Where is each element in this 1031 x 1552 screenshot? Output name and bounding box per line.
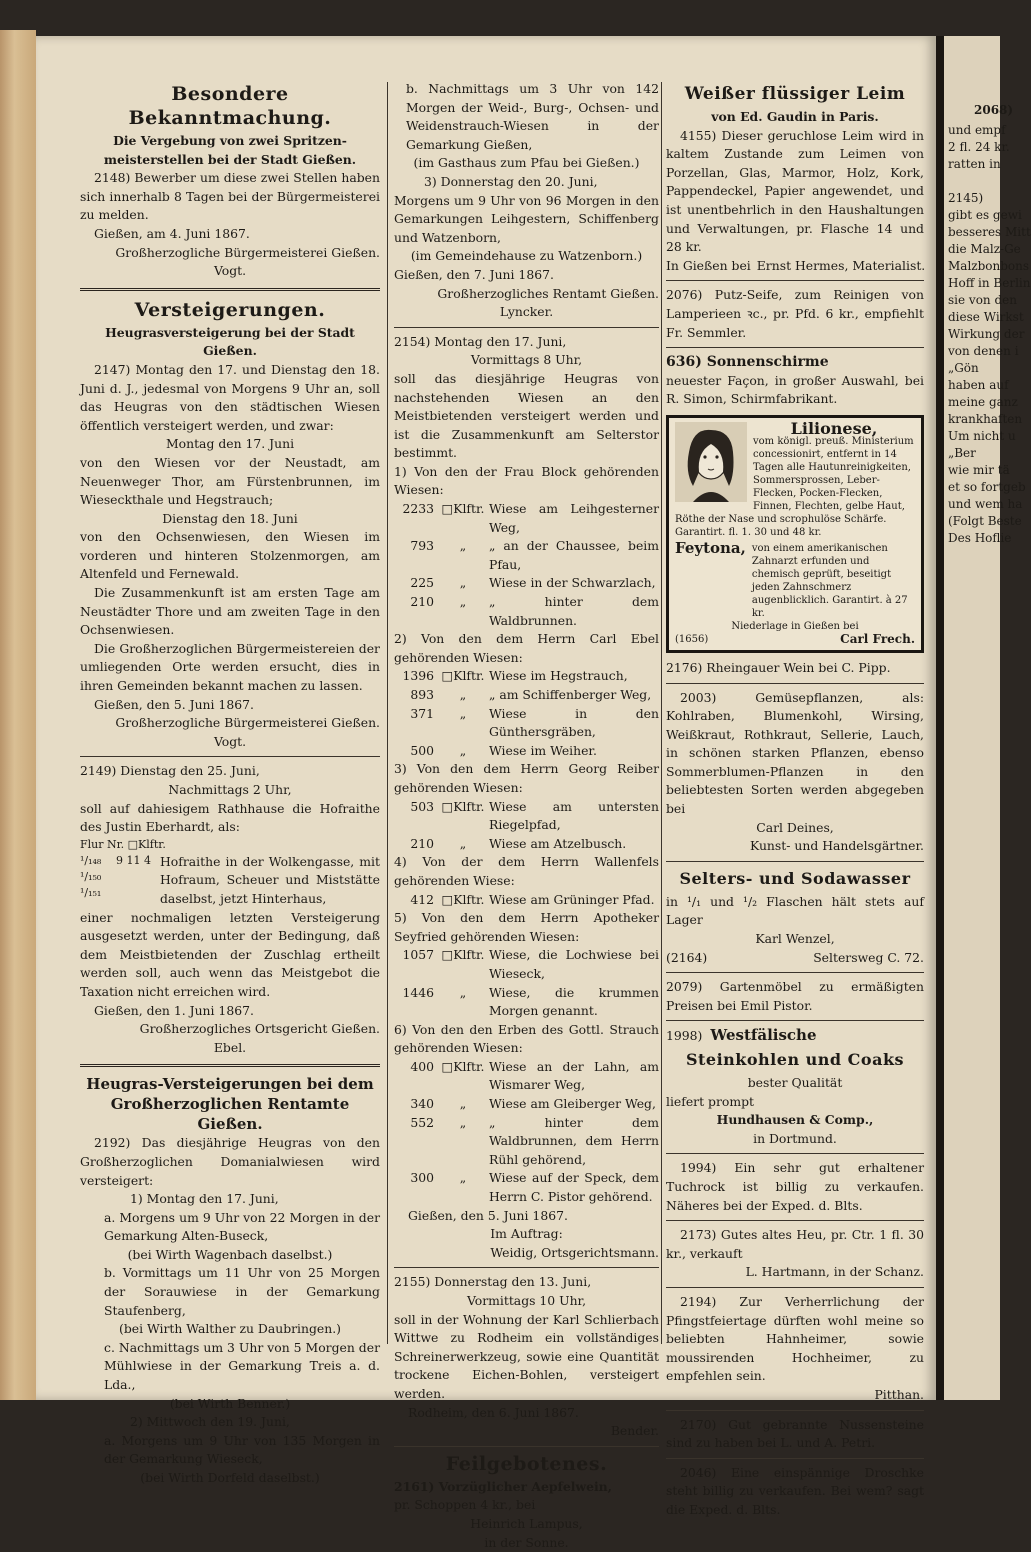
separator <box>666 1410 924 1411</box>
lilionese-footer <box>675 633 915 646</box>
meadow-description: „ an der Chaussee, beim Pfau, <box>489 538 659 572</box>
meadow-unit: „ <box>459 984 467 1000</box>
meadow-description: Wiese im Hegstrauch, <box>489 668 628 684</box>
separator <box>666 1220 924 1221</box>
meadow-row <box>394 1114 659 1170</box>
next-page-number: 2068) <box>974 103 1014 117</box>
group-4-heading: 4) Von der dem Herrn Wallenfels gehörenden Wiese: <box>394 854 659 888</box>
flur-entry <box>80 853 380 909</box>
meadow-unit: „ <box>459 1170 467 1186</box>
meadow-row <box>394 500 659 537</box>
meadow-unit: □Klftr. <box>441 947 485 963</box>
next-page-line: und wem ha <box>948 497 1023 511</box>
rentamt-item-b: b. Vormittags um 11 Uhr von 25 Morgen der Sorauwiese in der Gemarkung Staufenberg, <box>104 1265 380 1318</box>
flur-description: Hofraithe in der Wolkengasse, mit Hofraum, Scheuer und Miststätte daselbst, jetzt Hinterhaus, <box>160 853 380 906</box>
meadow-row <box>394 574 659 593</box>
separator <box>666 1020 924 1021</box>
next-page-line: meine ganz <box>948 395 1018 409</box>
column-1 <box>80 80 380 1488</box>
rentamt-heading: Heugras-Versteigerungen bei dem Großherzoglichen Rentamte Gießen. <box>86 1075 374 1134</box>
rentamt-cont-signature-name: Lyncker. <box>499 304 554 320</box>
flur-number-1: ¹/₁₄₈ <box>80 853 102 867</box>
heading-feilgebotenes: Feilgebotenes. <box>445 1452 608 1475</box>
selters-signature-1: Karl Wenzel, <box>755 931 835 947</box>
scan-background-top <box>0 0 1000 36</box>
separator <box>80 1064 380 1067</box>
meadow-unit: „ <box>459 1114 467 1130</box>
heading-bekanntmachung: Besondere Bekanntmachung. <box>128 83 332 129</box>
heugras-heading: Heugrasversteigerung bei der Stadt Gießen. <box>105 324 355 359</box>
lilionese-title: Lilionese, <box>790 418 878 438</box>
bekanntmachung-lead: Die Vergebung von zwei Spritzen-meisterstellen bei der Stadt Gießen. <box>103 133 357 167</box>
westfaelische-number: 1998) <box>666 1028 703 1044</box>
rentamt-item-c-place: (bei Wirth Benner.) <box>169 1395 291 1411</box>
feytona-title: Feytona, <box>675 538 746 557</box>
meadow-description: „ am Schiffenberger Weg, <box>489 687 652 702</box>
sonnenschirme-heading: 636) Sonnenschirme <box>666 354 829 371</box>
notice-2149-signature-office: Großherzogliches Ortsgericht Gießen. <box>139 1021 380 1037</box>
next-page-line: ratten in <box>948 157 1001 171</box>
heugras-date: Gießen, den 5. Juni 1867. <box>94 696 254 712</box>
group-6-list <box>394 1058 659 1207</box>
meadow-area: 552 <box>410 1114 434 1130</box>
next-page-line: und empf <box>948 123 1006 137</box>
next-page-line: „Ber <box>948 446 976 460</box>
rentamt-cont-signature-office: Großherzogliches Rentamt Gießen. <box>437 285 659 301</box>
gemuese-signature-1: Carl Deines, <box>756 819 834 835</box>
next-page-line: haben auf <box>948 378 1009 392</box>
westfaelische-subheading: bester Qualität <box>747 1075 843 1090</box>
meadow-unit: „ <box>459 575 467 591</box>
meadow-area: 893 <box>410 687 434 702</box>
sonnenschirme-text: neuester Façon, in großer Auswahl, bei R. Simon, Schirmfabrikant. <box>666 372 924 407</box>
meadow-description: „ hinter dem Waldbrunnen, dem Herrn Rühl gehörend, <box>489 1114 659 1167</box>
separator <box>666 861 924 862</box>
rentamt-day-2: 2) Mittwoch den 19. Juni, <box>130 1414 290 1430</box>
next-page-line <box>948 173 1031 190</box>
westfaelische-text: liefert prompt <box>666 1093 754 1109</box>
meadow-row <box>394 798 659 835</box>
next-page-line: gibt es gewi <box>948 208 1022 222</box>
selters-signature-2: Seltersweg C. 72. <box>813 949 924 965</box>
meadow-area: 503 <box>410 798 434 814</box>
meadow-description: Wiese auf der Speck, dem Herrn C. Pistor gehörend. <box>489 1170 659 1205</box>
meadow-description: Wiese am Grüninger Pfad. <box>489 891 655 907</box>
column-3 <box>666 80 924 1519</box>
meadow-description: Wiese an der Lahn, am Wismarer Weg, <box>489 1058 659 1093</box>
lilionese-number: (1656) <box>675 633 709 645</box>
notice-2155-date: Rodheim, den 6. Juni 1867. <box>408 1404 579 1420</box>
group-5-list <box>394 946 659 1020</box>
bekanntmachung-signature-office: Großherzogliche Bürgermeisterei Gießen. <box>115 244 380 260</box>
separator <box>666 972 924 973</box>
meadow-description: Wiese im Weiher. <box>489 742 597 758</box>
westfaelische-signature-1: Hundhausen & Comp., <box>716 1112 874 1128</box>
separator <box>666 683 924 684</box>
ad-2161-line-1: 2161) Vorzüglicher Aepfelwein, <box>394 1478 612 1494</box>
pfingst-ad: 2194) Zur Verherrlichung der Pfingstfeiertage dürften wohl meine so beliebten Hahnheimer, sowie moussirenden Hochheimer, zu empfehlen sein. <box>666 1293 924 1384</box>
notice-2155-line-1: 2155) Donnerstag den 13. Juni, <box>394 1274 592 1290</box>
feytona-block <box>675 538 915 620</box>
next-page-line: Malzbonbons <box>948 259 1030 273</box>
meadow-area: 371 <box>410 705 434 721</box>
notice-2154-signature-2: Weidig, Ortsgerichtsmann. <box>490 1244 659 1260</box>
rentamt-item-2a: a. Morgens um 9 Uhr von 135 Morgen in der Gemarkung Wieseck, <box>104 1432 380 1467</box>
meadow-unit: □Klftr. <box>441 501 485 517</box>
gartenmoebel-ad: 2079) Gartenmöbel zu ermäßigten Preisen bei Emil Pistor. <box>666 979 924 1013</box>
flur-number-2: ¹/₁₅₀ <box>80 869 102 883</box>
meadow-area: 1057 <box>402 947 434 963</box>
meadow-area: 225 <box>410 575 434 591</box>
lilionese-text: vom königl. preuß. Ministerium concessionirt, entfernt in 14 Tagen alle Hautunreinigkeiten, Sommersprossen, Leber-Flecken, Pocken-Flecken, Finnen, Flechten, gelbe Haut, Röthe der Nase und scrophulöse Schärfe. Garantirt. fl. 1. 30 und 48 kr. <box>675 435 914 538</box>
meadow-unit: „ <box>459 538 467 554</box>
separator <box>394 327 659 328</box>
meadow-row <box>394 1169 659 1206</box>
meadow-row <box>394 835 659 854</box>
column-rule-1 <box>387 82 388 1344</box>
rheingauer-ad: 2176) Rheingauer Wein bei C. Pipp. <box>666 659 891 675</box>
group-1-list <box>394 500 659 630</box>
next-page-line: von denen i <box>948 344 1019 358</box>
meadow-row <box>394 946 659 983</box>
selters-number: (2164) <box>666 949 708 965</box>
notice-2154-line-1: 2154) Montag den 17. Juni, <box>394 333 567 349</box>
notice-2155-line-2: Vormittags 10 Uhr, <box>466 1293 587 1308</box>
meadow-description: Wiese am untersten Riegelpfad, <box>489 798 659 833</box>
next-page-line: diese Wirkst <box>948 310 1024 324</box>
column-rule-2 <box>661 82 662 1344</box>
meadow-area: 400 <box>410 1058 434 1074</box>
meadow-description: Wiese am Gleiberger Weg, <box>489 1096 656 1112</box>
flur-klafter: 9 11 4 <box>116 853 151 867</box>
next-page-sliver <box>944 36 1031 1400</box>
meadow-area: 412 <box>410 891 434 907</box>
notice-2149-date: Gießen, den 1. Juni 1867. <box>94 1002 254 1018</box>
westfaelische-heading-row <box>666 1026 924 1046</box>
meadow-row <box>394 686 659 705</box>
pfingst-signature: Pitthan. <box>874 1386 924 1402</box>
group-2-list <box>394 667 659 760</box>
meadow-area: 1446 <box>402 984 434 1000</box>
bekanntmachung-signature-name: Vogt. <box>213 263 247 279</box>
meadow-row <box>394 1058 659 1095</box>
meadow-unit: □Klftr. <box>441 798 485 814</box>
lilionese-advert <box>666 415 924 653</box>
group-4-list <box>394 891 659 910</box>
meadow-description: Wiese in den Günthersgräben, <box>489 705 659 740</box>
heugras-signature-name: Vogt. <box>213 733 247 749</box>
meadow-area: 340 <box>410 1096 434 1112</box>
next-page-line: „Gön <box>948 361 979 375</box>
group-1-heading: 1) Von den der Frau Block gehörenden Wiesen: <box>394 463 659 498</box>
droschke-ad: 2046) Eine einspännige Droschke steht billig zu verkaufen. Bei wem? sagt die Exped. d. Blts. <box>666 1464 924 1517</box>
leim-heading: Weißer flüssiger Leim <box>684 84 906 104</box>
meadow-description: Wiese am Atzelbusch. <box>489 835 627 851</box>
meadow-unit: „ <box>459 835 467 851</box>
heugras-text-3: von den Ochsenwiesen, den Wiesen im vorderen und hinteren Stolzenmorgen, am Altenfeld und Fernewald. <box>80 529 380 582</box>
meadow-area: 2233 <box>402 501 434 517</box>
rentamt-item-2a-place: (bei Wirth Dorfeld daselbst.) <box>140 1470 320 1485</box>
flur-numbers <box>80 853 116 909</box>
book-binding-edge <box>0 30 36 1400</box>
notice-2154-date: Gießen, den 5. Juni 1867. <box>408 1207 568 1223</box>
meadow-row <box>394 593 659 630</box>
next-page-line: Hoff in Berlin <box>948 276 1031 290</box>
notice-2149-line-4: einer nochmaligen letzten Versteigerung ausgesetzt werden, unter der Bedingung, daß dem Meistbietenden der Zuschlag ertheilt werden soll, auch wenn das Meistgebot die Taxation nicht erreichen wird. <box>80 909 380 999</box>
heugras-text-4: Die Zusammenkunft ist am ersten Tage am Neustädter Thore und am zweiten Tage in den Ochsenwiesen. <box>80 585 380 638</box>
meadow-row <box>394 537 659 574</box>
rentamt-cont-b-place: (im Gasthaus zum Pfau bei Gießen.) <box>413 155 640 171</box>
separator <box>666 1287 924 1288</box>
rentamt-item-a: a. Morgens um 9 Uhr von 22 Morgen in der Gemarkung Alten-Buseck, <box>104 1209 380 1244</box>
heu-signature: L. Hartmann, in der Schanz. <box>745 1264 924 1280</box>
rentamt-item-a-place: (bei Wirth Wagenbach daselbst.) <box>127 1246 333 1262</box>
heading-versteigerungen: Versteigerungen. <box>134 298 326 321</box>
westfaelische-heading-1: Westfälische <box>710 1026 817 1045</box>
notice-2155-line-3: soll in der Wohnung der Karl Schlierbach Wittwe zu Rodheim ein vollständiges Schreinerwerkzeug, sowie eine Quantität trockene Eichen-Bohlen, versteigert werden. <box>394 1311 659 1401</box>
separator <box>80 756 380 757</box>
separator <box>666 347 924 348</box>
next-page-line: et so fortgeb <box>948 480 1026 494</box>
meadow-unit: □Klftr. <box>441 891 485 907</box>
tuchrock-ad: 1994) Ein sehr gut erhaltener Tuchrock ist billig zu verkaufen. Näheres bei der Exped. d. Blts. <box>666 1160 924 1213</box>
next-page-line: die Malz-Ge <box>948 242 1021 256</box>
meadow-description: „ hinter dem Waldbrunnen. <box>489 594 659 628</box>
leim-signature <box>666 257 924 276</box>
flur-number-3: ¹/₁₅₁ <box>80 885 102 899</box>
meadow-row <box>394 891 659 910</box>
meadow-description: Wiese in der Schwarzlach, <box>489 575 656 591</box>
meadow-unit: □Klftr. <box>441 1058 485 1074</box>
meadow-area: 500 <box>410 742 434 758</box>
heugras-text-2: von den Wiesen vor der Neustadt, am Neuenweger Thor, am Fürstenbrunnen, im Wieseckthale und Hegstrauch; <box>80 454 380 508</box>
rentamt-item-c: c. Nachmittags um 3 Uhr von 5 Morgen der Mühlwiese in der Gemarkung Treis a. d. Lda., <box>104 1339 380 1393</box>
group-6-heading: 6) Von den den Erben des Gottl. Strauch gehörenden Wiesen: <box>394 1021 659 1056</box>
notice-2154-line-3: soll das diesjährige Heugras von nachstehenden Wiesen an den Meistbietenden versteigert werden und ist die Zusammenkunft am Selterstor bestimmt. <box>394 370 659 461</box>
group-5-heading: 5) Von den dem Herrn Apotheker Seyfried gehörenden Wiesen: <box>394 910 659 944</box>
heu-ad: 2173) Gutes altes Heu, pr. Ctr. 1 fl. 30 kr., verkauft <box>666 1227 924 1261</box>
next-page-line: Des Hoflie <box>948 531 1012 545</box>
notice-2149-line-3: soll auf dahiesigem Rathhause die Hofraithe des Justin Eberhardt, als: <box>80 800 380 835</box>
next-page-line: 2145) <box>948 191 984 205</box>
portrait-engraving-icon <box>675 422 747 502</box>
leim-signature-place: In Gießen bei <box>666 257 751 273</box>
ad-2161-line-3: Heinrich Lampus, <box>470 1515 583 1531</box>
meadow-area: 210 <box>410 835 434 851</box>
selters-text: in ¹/₁ und ¹/₂ Flaschen hält stets auf Lager <box>666 893 924 928</box>
next-page-line: wie mir tä <box>948 463 1010 477</box>
lilionese-merchant: Carl Frech. <box>840 631 915 646</box>
notice-2154-signature-1: Im Auftrag: <box>490 1226 563 1242</box>
separator <box>666 1153 924 1154</box>
putz-seife-ad: 2076) Putz-Seife, zum Reinigen von Lamperieen ꝛc., pr. Pfd. 6 kr., empfiehlt Fr. Semmler. <box>666 287 924 340</box>
feytona-text: von einem amerikanischen Zahnarzt erfunden und chemisch geprüft, beseitigt jeden Zahnschmerz augenblicklich. Garantirt. à 27 kr. <box>751 542 908 619</box>
ad-2161-line-4: in der Sonne. <box>484 1534 569 1550</box>
meadow-unit: „ <box>459 687 467 702</box>
meadow-unit: „ <box>459 742 467 758</box>
separator <box>394 1446 659 1447</box>
rentamt-cont-day-3: 3) Donnerstag den 20. Juni, <box>424 173 598 189</box>
rentamt-item-b-place: (bei Wirth Walther zu Daubringen.) <box>118 1321 342 1337</box>
rentamt-cont-date: Gießen, den 7. Juni 1867. <box>394 266 554 282</box>
separator <box>666 280 924 281</box>
meadow-unit: „ <box>459 705 467 721</box>
lilionese-store: Niederlage in Gießen bei <box>731 620 859 632</box>
next-page-line: sie von den <box>948 293 1017 307</box>
meadow-row <box>394 984 659 1021</box>
rentamt-intro: 2192) Das diesjährige Heugras von den Großherzoglichen Domanialwiesen wird versteigert: <box>80 1135 380 1188</box>
rentamt-cont-3a-place: (im Gemeindehause zu Watzenborn.) <box>410 248 643 264</box>
leim-text: 4155) Dieser geruchlose Leim wird in kaltem Zustande zum Leimen von Porzellan, Glas, Marmor, Holz, Kork, Pappendeckel, Papier angewendet, und ist unentbehrlich in den Haushaltungen und Verwaltungen, pr. Flasche 14 und 28 kr. <box>666 127 924 255</box>
heugras-day-1: Montag den 17. Juni <box>165 436 295 452</box>
meadow-row <box>394 705 659 742</box>
next-page-line: besseres Mitt <box>948 225 1031 239</box>
page-gutter <box>936 36 944 1400</box>
separator <box>394 1267 659 1268</box>
rentamt-cont-3a: Morgens um 9 Uhr von 96 Morgen in den Gemarkungen Leihgestern, Schiffenberg und Watzenborn, <box>394 192 659 245</box>
meadow-description: Wiese am Leihgesterner Weg, <box>489 501 659 535</box>
notice-2155-signature: Bender. <box>610 1423 659 1439</box>
group-3-list <box>394 798 659 854</box>
heugras-text-5: Die Großherzoglichen Bürgermeistereien der umliegenden Orte werden ersucht, dies in ihren Gemeinden bekannt machen zu lassen. <box>80 640 380 694</box>
heugras-signature-office: Großherzogliche Bürgermeisterei Gießen. <box>115 715 380 731</box>
leim-signature-name: Ernst Hermes, Materialist. <box>756 257 926 273</box>
next-page-line: (Folgt Beste <box>948 514 1022 528</box>
notice-2154-line-2: Vormittags 8 Uhr, <box>470 352 583 368</box>
meadow-area: 1396 <box>402 668 434 684</box>
notice-2149-line-1: 2149) Dienstag den 25. Juni, <box>80 763 260 779</box>
column-2 <box>394 80 659 1552</box>
bekanntmachung-date: Gießen, am 4. Juni 1867. <box>94 225 250 241</box>
meadow-area: 793 <box>410 538 434 554</box>
separator <box>666 1458 924 1459</box>
group-2-heading: 2) Von den dem Herrn Carl Ebel gehörenden Wiesen: <box>394 631 659 665</box>
selters-heading: Selters- und Sodawasser <box>679 868 911 888</box>
heugras-text-1: 2147) Montag den 17. und Dienstag den 18. Juni d. J., jedesmal von Morgens 9 Uhr an, soll das Heugras von den städtischen Wiesen öffentlich versteigert werden, und zwar: <box>80 361 380 433</box>
selters-footer <box>666 949 924 968</box>
gemuese-ad: 2003) Gemüsepflanzen, als: Kohlraben, Blumenkohl, Wirsing, Weißkraut, Rothkraut, Sellerie, Lauch, in schönen starken Pflanzen, ebenso Sommerblumen-Pflanzen in den beliebtesten Sorten werden abgegeben bei <box>666 689 924 817</box>
meadow-description: Wiese, die krummen Morgen genannt. <box>489 984 659 1019</box>
next-page-line: krankhaften <box>948 412 1023 426</box>
meadow-area: 300 <box>410 1170 434 1186</box>
meadow-row <box>394 742 659 761</box>
separator <box>80 288 380 291</box>
meadow-row <box>394 667 659 686</box>
westfaelische-heading-2: Steinkohlen und Coaks <box>685 1050 905 1069</box>
meadow-unit: „ <box>459 1096 467 1112</box>
meadow-row <box>394 1095 659 1114</box>
meadow-unit: „ <box>459 594 467 610</box>
westfaelische-signature-2: in Dortmund. <box>753 1130 837 1146</box>
meadow-area: 210 <box>410 594 434 610</box>
rentamt-day-1: 1) Montag den 17. Juni, <box>130 1191 279 1207</box>
next-page-line: Um nicht u <box>948 429 1016 443</box>
heugras-day-2: Dienstag den 18. Juni <box>162 510 298 526</box>
flur-label: Flur Nr. □Klftr. <box>80 837 166 851</box>
nussensteine-ad: 2170) Gut gebrannte Nussensteine sind zu haben bei L. und A. Petri. <box>666 1416 924 1451</box>
group-3-heading: 3) Von den dem Herrn Georg Reiber gehörenden Wiesen: <box>394 761 659 795</box>
ad-2161-line-2: pr. Schoppen 4 kr., bei <box>394 1497 536 1513</box>
leim-subheading: von Ed. Gaudin in Paris. <box>711 109 879 124</box>
next-page-lines <box>948 122 1031 547</box>
meadow-unit: □Klftr. <box>441 668 485 684</box>
meadow-description: Wiese, die Lochwiese bei Wieseck, <box>489 947 659 981</box>
next-page-line: Wirkung der <box>948 327 1025 341</box>
gemuese-signature-2: Kunst- und Handelsgärtner. <box>749 838 924 854</box>
next-page-line: 2 fl. 24 kr. <box>948 140 1010 154</box>
bekanntmachung-text: 2148) Bewerber um diese zwei Stellen haben sich innerhalb 8 Tagen bei der Bürgermeisterei zu melden. <box>80 170 380 223</box>
notice-2149-line-2: Nachmittags 2 Uhr, <box>168 782 292 797</box>
notice-2149-signature-name: Ebel. <box>213 1039 247 1055</box>
rentamt-cont-b: b. Nachmittags um 3 Uhr von 142 Morgen der Weid-, Burg-, Ochsen- und Weidenstrauch-Wiesen in der Gemarkung Gießen, <box>406 81 659 152</box>
